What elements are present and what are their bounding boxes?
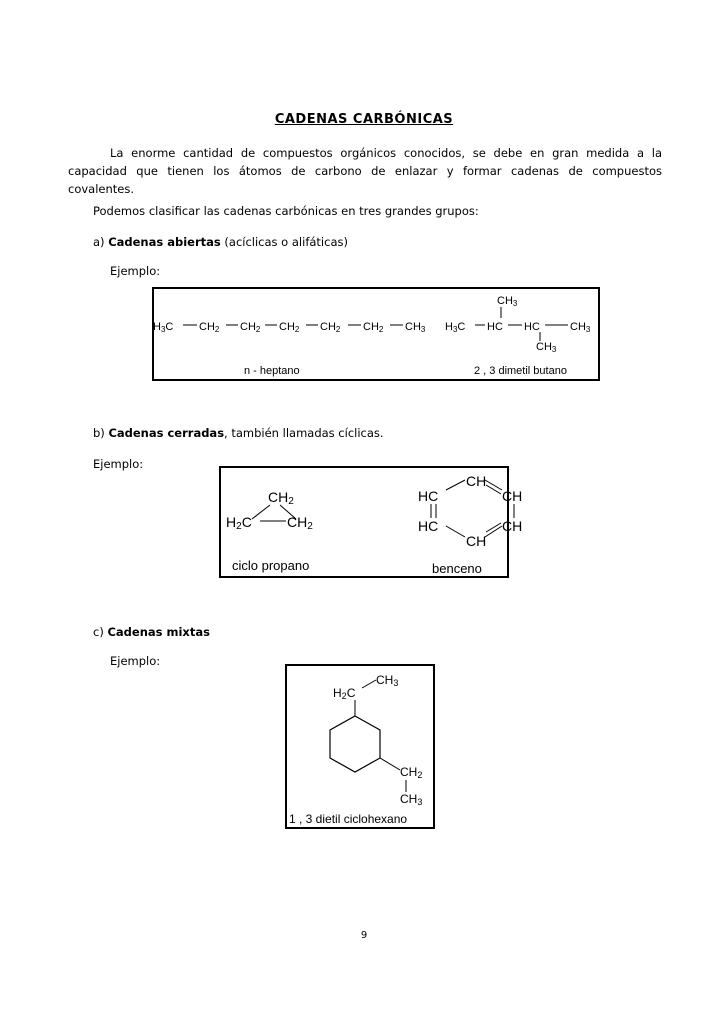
heptane-atom-1: H3C bbox=[153, 321, 174, 334]
classify-text: Podemos clasificar las cadenas carbónicas en tres grandes grupos: bbox=[93, 204, 479, 218]
heptane-atom-6: CH2 bbox=[363, 321, 384, 334]
section-c-name: Cadenas mixtas bbox=[107, 625, 210, 639]
butane-atom-3: HC bbox=[524, 321, 540, 333]
page-number: 9 bbox=[360, 930, 368, 941]
heptane-name: n - heptano bbox=[244, 365, 300, 377]
butane-top-methyl: CH3 bbox=[497, 295, 518, 308]
benzene-atom-upper-left: HC bbox=[418, 488, 439, 504]
mixed-top-methylene: H2C bbox=[333, 686, 356, 701]
benzene-name: benceno bbox=[432, 561, 482, 576]
cyclopropane-top: CH2 bbox=[268, 489, 294, 507]
heptane-atom-2: CH2 bbox=[199, 321, 220, 334]
section-b-letter: b) bbox=[93, 426, 105, 440]
heptane-atom-4: CH2 bbox=[279, 321, 300, 334]
cyclohexane-ring bbox=[330, 716, 380, 772]
cyclopropane-left: H2C bbox=[226, 514, 252, 532]
section-c-heading bbox=[93, 625, 210, 639]
mixed-compound-name: 1 , 3 dietil ciclohexano bbox=[289, 812, 408, 826]
section-c-example-label: Ejemplo: bbox=[110, 654, 161, 668]
heptane-atom-7: CH3 bbox=[405, 321, 426, 334]
intro-text: La enorme cantidad de compuestos orgánicos conocidos, se debe en gran medida a la capacidad que tienen los átomos de carbono de enlazar y formar cadenas de compuestos covalentes. bbox=[68, 146, 662, 196]
section-b-heading bbox=[93, 426, 384, 440]
cyclopropane-name: ciclo propano bbox=[232, 558, 310, 573]
butane-atom-4: CH3 bbox=[570, 321, 591, 334]
section-b-example-label: Ejemplo: bbox=[93, 457, 144, 471]
butane-atom-1: H3C bbox=[445, 321, 466, 334]
butane-atom-2: HC bbox=[487, 321, 503, 333]
benzene-atom-top: CH bbox=[466, 473, 487, 489]
heptane-atom-5: CH2 bbox=[320, 321, 341, 334]
section-a-detail: (acíclicas o alifáticas) bbox=[220, 235, 348, 249]
page-title: CADENAS CARBÓNICAS bbox=[274, 112, 454, 127]
mixed-bottom-methyl: CH3 bbox=[400, 792, 423, 807]
section-c-letter: c) bbox=[93, 625, 104, 639]
benzene-atom-bottom: CH bbox=[466, 533, 487, 549]
section-a-example-label: Ejemplo: bbox=[110, 264, 161, 278]
heptane-atom-3: CH2 bbox=[240, 321, 261, 334]
benzene-atom-lower-left: HC bbox=[418, 518, 439, 534]
mixed-top-methyl: CH3 bbox=[376, 673, 399, 688]
section-b-name: Cadenas cerradas bbox=[108, 426, 225, 440]
section-b-detail: , también llamadas cíclicas. bbox=[224, 426, 384, 440]
section-a-name: Cadenas abiertas bbox=[108, 235, 221, 249]
mixed-bottom-methylene: CH2 bbox=[400, 765, 423, 780]
benzene-atom-upper-right: CH bbox=[502, 488, 523, 504]
butane-bottom-methyl: CH3 bbox=[536, 341, 557, 354]
benzene-atom-lower-right: CH bbox=[502, 518, 523, 534]
butane-name: 2 , 3 dimetil butano bbox=[474, 365, 567, 377]
section-a-letter: a) bbox=[93, 235, 105, 249]
cyclopropane-right: CH2 bbox=[287, 514, 313, 532]
